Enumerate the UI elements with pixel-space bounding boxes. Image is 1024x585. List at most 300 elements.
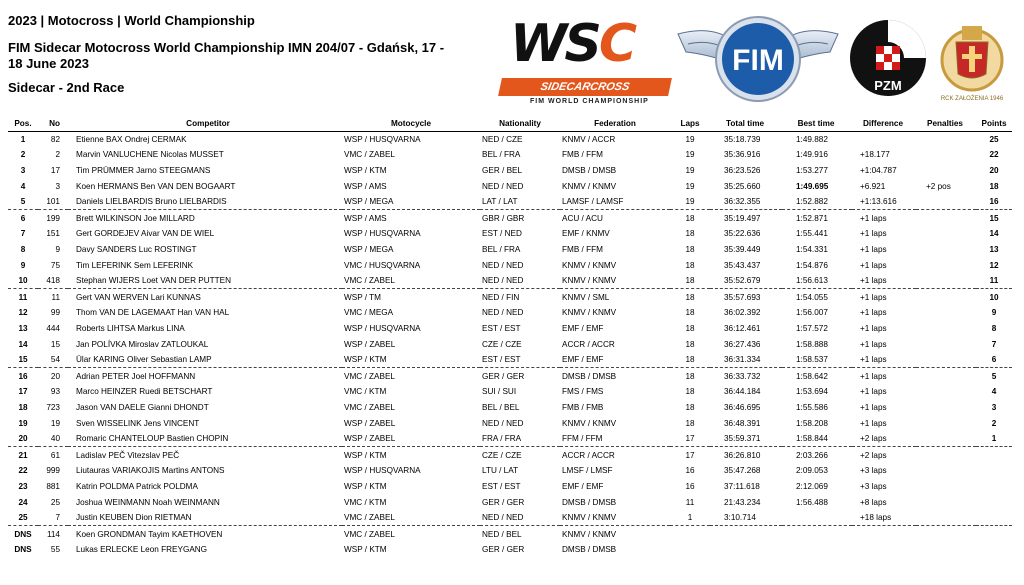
results-body — [8, 131, 1012, 558]
cell-competitor: Jason VAN DAELE Gianni DHONDT — [76, 402, 209, 412]
championship-line: 2023 | Motocross | World Championship — [8, 13, 255, 28]
cell-no: 151 — [46, 229, 60, 239]
cell-federation: LMSF / LMSF — [562, 466, 613, 476]
cell-total-time: 35:22.636 — [724, 229, 761, 239]
cell-total-time: 36:02.392 — [724, 308, 761, 318]
table-row — [8, 447, 1012, 463]
cell-penalties — [916, 305, 976, 321]
cell-pos: 18 — [18, 402, 28, 412]
cell-nationality: CZE / CZE — [480, 447, 560, 463]
cell-pos: 16 — [8, 368, 38, 384]
col-penalties: Penalties — [916, 117, 976, 131]
cell-competitor: Romaric CHANTELOUP Bastien CHOPIN — [76, 434, 229, 444]
cell-difference: +1 laps — [852, 210, 916, 226]
col-motocycle: Motocycle — [342, 117, 480, 131]
cell-motocycle: VMC / MEGA — [344, 308, 394, 318]
cell-pos: 6 — [8, 210, 38, 226]
cell-total-time: 35:57.693 — [710, 289, 782, 305]
table-row — [8, 210, 1012, 226]
cell-penalties — [916, 384, 976, 400]
cell-pos: 22 — [18, 466, 28, 476]
col-points: Points — [976, 117, 1012, 131]
cell-best-time: 1:55.586 — [796, 402, 828, 412]
cell-penalties: +2 pos — [926, 181, 951, 191]
table-row — [8, 257, 1012, 273]
city-crest-text: RCK ZAŁOŻENIA 1946 — [940, 96, 1004, 102]
cell-total-time: 36:46.695 — [724, 402, 761, 412]
cell-best-time: 2:09.053 — [796, 466, 828, 476]
cell-federation: LAMSF / LAMSF — [562, 197, 624, 207]
cell-motocycle: WSP / ZABEL — [344, 418, 396, 428]
cell-total-time: 36:33.732 — [710, 368, 782, 384]
cell-laps: 19 — [685, 150, 695, 160]
cell-federation: EMF / KNMV — [562, 229, 610, 239]
cell-laps: 17 — [670, 447, 710, 463]
cell-penalties — [916, 147, 976, 163]
cell-pos: 1 — [20, 134, 26, 144]
city-crest-logo — [936, 16, 1008, 106]
cell-nationality: NED / FIN — [480, 289, 560, 305]
table-row — [8, 526, 1012, 542]
cell-points: 16 — [989, 197, 999, 207]
cell-competitor: Daniels LIELBARDIS Bruno LIELBARDIS — [76, 197, 227, 207]
cell-nationality: SUI / SUI — [482, 387, 517, 397]
cell-nationality: NED / NED — [482, 513, 524, 523]
cell-competitor: Joshua WEINMANN Noah WEINMANN — [76, 497, 220, 507]
cell-total-time: 35:43.437 — [724, 260, 761, 270]
cell-points: 6 — [991, 355, 997, 365]
cell-total-time: 36:12.461 — [724, 323, 761, 333]
cell-best-time: 1:52.871 — [782, 210, 852, 226]
cell-best-time: 1:58.844 — [796, 434, 828, 444]
cell-laps: 18 — [685, 355, 695, 365]
cell-difference: +6.921 — [860, 181, 886, 191]
col-nationality: Nationality — [480, 117, 560, 131]
cell-nationality: NED / BEL — [480, 526, 560, 542]
cell-points: 11 — [989, 276, 999, 286]
cell-laps: 18 — [685, 387, 695, 397]
cell-nationality: NED / NED — [482, 260, 524, 270]
cell-total-time: 3:10.714 — [724, 513, 756, 523]
cell-nationality: BEL / FRA — [482, 150, 521, 160]
cell-nationality: GBR / GBR — [480, 210, 560, 226]
cell-penalties — [916, 494, 976, 510]
cell-penalties — [916, 194, 976, 210]
cell-nationality: EST / EST — [482, 355, 521, 365]
cell-penalties — [916, 210, 976, 226]
cell-nationality: GER / BEL — [482, 165, 523, 175]
fim-logo-graphic — [676, 14, 840, 104]
cell-best-time: 1:56.007 — [796, 308, 828, 318]
cell-no: 19 — [50, 418, 60, 428]
col-total-time: Total time — [710, 117, 782, 131]
cell-difference: +1 laps — [860, 308, 887, 318]
cell-points: 12 — [989, 260, 999, 270]
cell-competitor: Tim PRÜMMER Jarno STEEGMANS — [76, 165, 211, 175]
table-row — [8, 194, 1012, 210]
cell-points — [976, 479, 1012, 495]
cell-total-time: 36:32.355 — [724, 197, 761, 207]
table-row — [8, 510, 1012, 526]
cell-no: 82 — [50, 134, 60, 144]
table-row — [8, 463, 1012, 479]
cell-nationality: FRA / FRA — [482, 434, 522, 444]
col-competitor: Competitor — [68, 117, 342, 131]
col-no: No — [38, 117, 68, 131]
cell-pos: 21 — [8, 447, 38, 463]
cell-penalties — [916, 400, 976, 416]
cell-motocycle: VMC / ZABEL — [344, 513, 395, 523]
col-difference: Difference — [852, 117, 916, 131]
cell-federation: KNMV / KNMV — [562, 181, 617, 191]
cell-laps: 18 — [685, 244, 695, 254]
cell-best-time — [782, 542, 852, 558]
cell-best-time: 1:54.331 — [796, 244, 828, 254]
wsc-logo-accent-letter: C — [598, 14, 634, 74]
cell-points: 25 — [989, 134, 999, 144]
cell-nationality: NED / CZE — [482, 134, 523, 144]
cell-points: 4 — [991, 387, 997, 397]
cell-competitor: Tim LEFERINK Sem LEFERINK — [76, 260, 194, 270]
cell-difference: +1 laps — [852, 289, 916, 305]
cell-penalties — [916, 447, 976, 463]
cell-federation: KNMV / KNMV — [562, 513, 617, 523]
cell-total-time: 35:19.497 — [710, 210, 782, 226]
cell-difference: +1:04.787 — [860, 165, 897, 175]
cell-best-time: 1:57.572 — [796, 323, 828, 333]
cell-penalties — [916, 163, 976, 179]
cell-laps: 18 — [685, 418, 695, 428]
cell-competitor: Gert GORDEJEV Aivar VAN DE WIEL — [76, 229, 215, 239]
cell-no: 20 — [38, 368, 68, 384]
results-table — [8, 117, 1012, 558]
document-header — [8, 12, 448, 96]
cell-total-time: 36:27.436 — [724, 339, 761, 349]
cell-pos: 9 — [20, 260, 26, 270]
cell-penalties — [916, 479, 976, 495]
table-row — [8, 431, 1012, 447]
cell-nationality: LAT / LAT — [482, 197, 518, 207]
table-row — [8, 147, 1012, 163]
table-row — [8, 384, 1012, 400]
cell-federation: DMSB / DMSB — [562, 497, 617, 507]
cell-difference: +1 laps — [860, 229, 887, 239]
cell-federation: DMSB / DMSB — [562, 165, 617, 175]
cell-penalties — [916, 463, 976, 479]
cell-difference: +1 laps — [860, 276, 887, 286]
cell-laps: 1 — [687, 513, 693, 523]
cell-best-time — [782, 526, 852, 542]
cell-motocycle: VMC / ZABEL — [344, 402, 395, 412]
cell-pos: 12 — [18, 308, 28, 318]
cell-no: 61 — [38, 447, 68, 463]
cell-nationality: BEL / BEL — [482, 402, 520, 412]
pzm-logo-text: PZM — [874, 78, 902, 93]
cell-difference: +3 laps — [860, 481, 887, 491]
cell-federation: FMB / FFM — [562, 244, 603, 254]
cell-motocycle: VMC / ZABEL — [344, 276, 395, 286]
cell-difference: +1 laps — [860, 260, 887, 270]
cell-difference — [852, 526, 916, 542]
cell-best-time: 2:03.266 — [782, 447, 852, 463]
cell-points: 18 — [989, 181, 999, 191]
cell-total-time: 35:52.679 — [724, 276, 761, 286]
cell-competitor: Jan POLÍVKA Miroslav ZATLOUKAL — [76, 339, 209, 349]
cell-motocycle: VMC / KTM — [344, 387, 387, 397]
table-row — [8, 494, 1012, 510]
cell-pos: 2 — [20, 150, 26, 160]
table-row — [8, 178, 1012, 194]
cell-laps: 18 — [670, 289, 710, 305]
cell-difference: +8 laps — [860, 497, 887, 507]
cell-motocycle: WSP / MEGA — [344, 197, 394, 207]
cell-federation: KNMV / KNMV — [562, 418, 617, 428]
cell-no: 11 — [38, 289, 68, 305]
cell-points: 22 — [989, 150, 999, 160]
table-row — [8, 131, 1012, 147]
cell-points: 8 — [991, 323, 997, 333]
cell-motocycle: VMC / ZABEL — [342, 368, 480, 384]
cell-best-time: 1:54.055 — [782, 289, 852, 305]
cell-motocycle: VMC / ZABEL — [344, 150, 395, 160]
cell-penalties — [916, 242, 976, 258]
cell-laps: 19 — [685, 181, 695, 191]
cell-federation: EMF / EMF — [562, 355, 604, 365]
cell-motocycle: WSP / HUSQVARNA — [344, 134, 421, 144]
cell-total-time: 36:26.810 — [710, 447, 782, 463]
cell-points: 7 — [991, 339, 997, 349]
cell-best-time: 1:56.488 — [796, 497, 828, 507]
cell-pos: 10 — [18, 276, 28, 286]
cell-pos: 5 — [20, 197, 26, 207]
table-row — [8, 226, 1012, 242]
table-row — [8, 400, 1012, 416]
cell-nationality: NED / NED — [482, 276, 524, 286]
cell-motocycle: WSP / HUSQVARNA — [344, 466, 421, 476]
cell-pos: DNS — [8, 526, 38, 542]
cell-difference: +18 laps — [860, 513, 892, 523]
cell-difference — [852, 131, 916, 147]
table-row — [8, 415, 1012, 431]
cell-best-time: 1:53.694 — [796, 387, 828, 397]
cell-penalties — [916, 131, 976, 147]
cell-federation: FMS / FMS — [562, 387, 604, 397]
cell-nationality: EST / EST — [482, 323, 521, 333]
cell-best-time: 1:49.916 — [796, 150, 828, 160]
cell-federation: FMB / FFM — [562, 150, 603, 160]
cell-nationality: NED / NED — [482, 308, 524, 318]
table-row — [8, 321, 1012, 337]
cell-competitor: Lukas ERLECKE Leon FREYGANG — [76, 545, 208, 555]
cell-total-time: 35:47.268 — [724, 466, 761, 476]
cell-difference: +2 laps — [852, 447, 916, 463]
cell-points: 3 — [991, 402, 997, 412]
cell-no: 881 — [46, 481, 60, 491]
cell-competitor: Koen HERMANS Ben VAN DEN BOGAART — [76, 181, 236, 191]
cell-points: 2 — [991, 418, 997, 428]
cell-competitor: Stephan WIJERS Loet VAN DER PUTTEN — [76, 276, 232, 286]
cell-competitor: Brett WILKINSON Joe MILLARD — [68, 210, 342, 226]
cell-federation: KNMV / KNMV — [560, 526, 670, 542]
cell-motocycle: WSP / KTM — [344, 165, 387, 175]
cell-penalties — [916, 510, 976, 526]
table-row — [8, 289, 1012, 305]
cell-laps: 18 — [685, 308, 695, 318]
cell-motocycle: VMC / KTM — [344, 497, 387, 507]
cell-competitor: Etienne BAX Ondrej CERMAK — [76, 134, 187, 144]
cell-federation: KNMV / KNMV — [562, 260, 617, 270]
cell-pos: 8 — [20, 244, 26, 254]
cell-motocycle: WSP / KTM — [344, 545, 387, 555]
cell-federation: FFM / FFM — [562, 434, 603, 444]
cell-federation: ACCR / ACCR — [562, 339, 615, 349]
cell-federation: ACCR / ACCR — [560, 447, 670, 463]
cell-difference: +1 laps — [860, 418, 887, 428]
cell-nationality: EST / NED — [482, 229, 522, 239]
cell-best-time: 1:52.882 — [796, 197, 828, 207]
cell-points — [976, 510, 1012, 526]
cell-penalties — [916, 273, 976, 289]
cell-motocycle: VMC / HUSQVARNA — [344, 260, 421, 270]
cell-no: 54 — [50, 355, 60, 365]
cell-nationality: EST / EST — [482, 481, 521, 491]
event-title: FIM Sidecar Motocross World Championship IMN 204/07 - Gdańsk, 17 - 18 June 2023 — [8, 40, 445, 71]
table-row — [8, 368, 1012, 384]
cell-federation: DMSB / DMSB — [562, 545, 617, 555]
cell-total-time: 36:31.334 — [724, 355, 761, 365]
cell-pos: DNS — [14, 545, 32, 555]
cell-competitor: Liutauras VARIAKOJIS Martins ANTONS — [76, 466, 225, 476]
cell-laps: 19 — [685, 165, 695, 175]
table-row — [8, 542, 1012, 558]
cell-total-time: 36:23.526 — [724, 165, 761, 175]
cell-points: 9 — [991, 308, 997, 318]
cell-difference: +1 laps — [860, 387, 887, 397]
table-row — [8, 352, 1012, 368]
results-header-row — [8, 117, 1012, 131]
cell-total-time — [710, 526, 782, 542]
cell-points: 14 — [989, 229, 999, 239]
col-federation: Federation — [560, 117, 670, 131]
cell-best-time: 1:49.882 — [796, 134, 828, 144]
cell-penalties — [916, 431, 976, 447]
cell-federation: EMF / EMF — [562, 323, 604, 333]
pzm-logo — [846, 14, 930, 102]
cell-nationality: LTU / LAT — [482, 466, 519, 476]
cell-best-time: 1:53.277 — [796, 165, 828, 175]
cell-laps: 18 — [670, 210, 710, 226]
cell-laps: 18 — [685, 229, 695, 239]
cell-points: 13 — [989, 244, 999, 254]
cell-pos: 17 — [18, 387, 28, 397]
cell-difference: +1 laps — [860, 323, 887, 333]
table-row — [8, 479, 1012, 495]
cell-no: 93 — [50, 387, 60, 397]
cell-federation: KNMV / ACCR — [562, 134, 616, 144]
cell-competitor: Gert VAN WERVEN Lari KUNNAS — [68, 289, 342, 305]
cell-motocycle: WSP / TM — [342, 289, 480, 305]
cell-no: 2 — [55, 150, 60, 160]
cell-penalties — [916, 415, 976, 431]
cell-laps: 18 — [685, 339, 695, 349]
cell-laps: 18 — [685, 323, 695, 333]
col-pos: Pos. — [8, 117, 38, 131]
cell-penalties — [916, 526, 976, 542]
cell-best-time: 2:12.069 — [796, 481, 828, 491]
cell-laps: 18 — [685, 402, 695, 412]
table-row — [8, 273, 1012, 289]
cell-motocycle: WSP / AMS — [344, 181, 387, 191]
cell-pos: 24 — [18, 497, 28, 507]
cell-motocycle: WSP / ZABEL — [344, 339, 396, 349]
cell-motocycle: WSP / HUSQVARNA — [344, 229, 421, 239]
cell-total-time: 35:18.739 — [724, 134, 761, 144]
cell-difference: +1 laps — [860, 244, 887, 254]
pzm-logo-graphic — [846, 14, 930, 102]
cell-nationality: NED / NED — [482, 181, 524, 191]
cell-no: 75 — [50, 260, 60, 270]
col-best-time: Best time — [782, 117, 852, 131]
cell-no: 3 — [55, 181, 60, 191]
cell-no: 17 — [50, 165, 60, 175]
cell-total-time: 37:11.618 — [724, 481, 760, 491]
cell-points: 15 — [976, 210, 1012, 226]
cell-laps: 11 — [685, 497, 695, 507]
cell-nationality: CZE / CZE — [482, 339, 522, 349]
cell-no: 199 — [38, 210, 68, 226]
cell-no: 418 — [46, 276, 60, 286]
cell-penalties — [916, 352, 976, 368]
wsc-logo-mark: WSC — [510, 14, 634, 74]
cell-motocycle: WSP / ZABEL — [344, 434, 396, 444]
cell-pos: 4 — [20, 181, 26, 191]
cell-no: 101 — [46, 197, 60, 207]
cell-no: 114 — [38, 526, 68, 542]
cell-best-time: 1:55.441 — [796, 229, 828, 239]
cell-no: 99 — [50, 308, 60, 318]
cell-difference: +1:13.616 — [860, 197, 897, 207]
cell-nationality: NED / NED — [482, 418, 524, 428]
cell-motocycle: WSP / KTM — [342, 447, 480, 463]
cell-points: 1 — [991, 434, 997, 444]
cell-penalties — [916, 542, 976, 558]
cell-points — [976, 494, 1012, 510]
wsc-sidecarcross-logo — [500, 14, 670, 106]
cell-points — [976, 542, 1012, 558]
cell-laps: 19 — [685, 197, 695, 207]
cell-penalties — [916, 226, 976, 242]
cell-points: 5 — [976, 368, 1012, 384]
cell-nationality: GER / GER — [480, 368, 560, 384]
cell-nationality: GER / GER — [482, 545, 525, 555]
cell-no: 7 — [55, 513, 60, 523]
cell-no: 40 — [50, 434, 60, 444]
cell-nationality: BEL / FRA — [482, 244, 521, 254]
cell-nationality: GER / GER — [482, 497, 525, 507]
cell-motocycle: WSP / KTM — [344, 481, 387, 491]
fim-logo — [676, 14, 840, 104]
cell-laps: 18 — [670, 368, 710, 384]
cell-penalties — [916, 257, 976, 273]
cell-points: 20 — [989, 165, 999, 175]
cell-competitor: Marvin VANLUCHENE Nicolas MUSSET — [76, 150, 224, 160]
cell-federation: KNMV / SML — [560, 289, 670, 305]
col-laps: Laps — [670, 117, 710, 131]
cell-pos: 7 — [20, 229, 26, 239]
cell-best-time: 1:58.537 — [796, 355, 828, 365]
cell-pos: 25 — [18, 513, 28, 523]
cell-motocycle: WSP / MEGA — [344, 244, 394, 254]
